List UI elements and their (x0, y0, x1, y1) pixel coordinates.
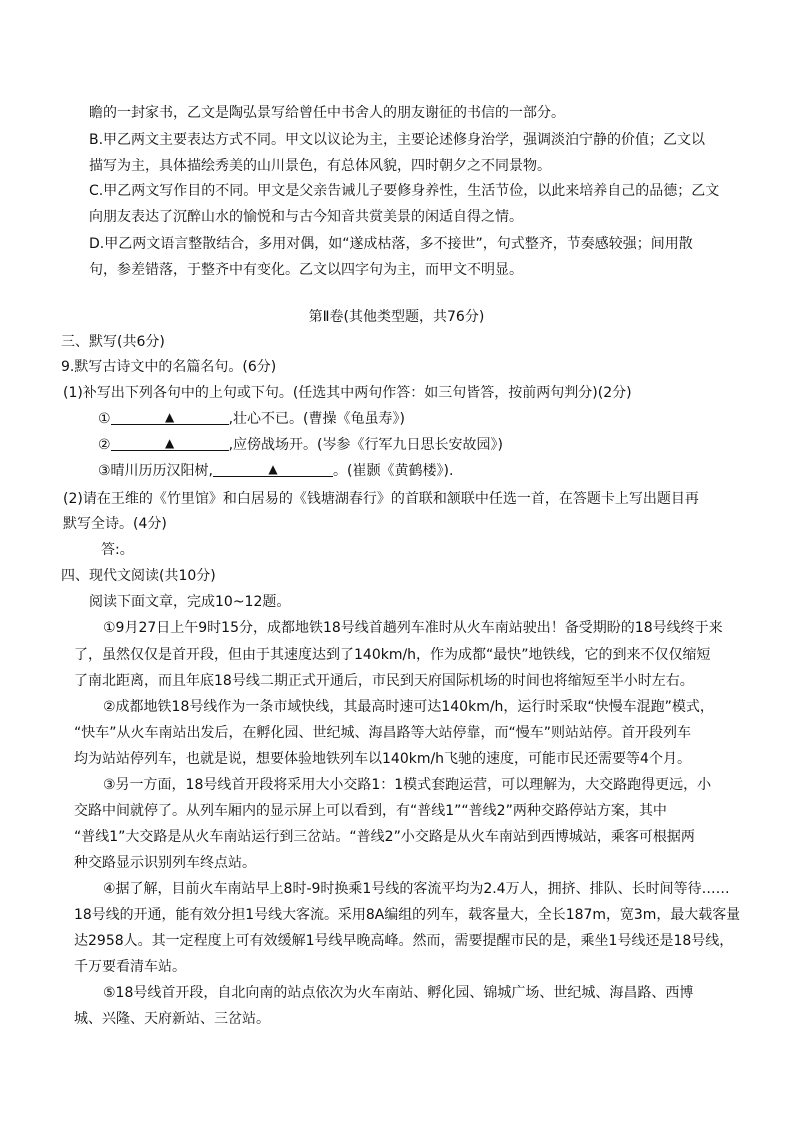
question-9-part2-line2: 默写全诗。(4分) (63, 516, 167, 532)
paragraph-4-line4: 千万要看清车站。 (74, 959, 186, 975)
section3-heading: 三、默写(共6分) (61, 334, 165, 350)
fill-item-1 (98, 409, 405, 429)
option-a-continuation: 瞻的一封家书，乙文是陶弘景写给曾任中书舍人的朋友谢征的书信的一部分。 (89, 105, 565, 121)
option-d-line2: 句，参差错落，于整齐中有变化。乙文以四字句为主，而甲文不明显。 (89, 262, 523, 278)
triangle-marker-icon: ▲ (164, 436, 175, 450)
paragraph-1-line2: 了，虽然仅仅是首开段，但由于其速度达到了140km/h，作为成都“最快”地铁线，它的到来不仅仅缩短 (74, 647, 711, 663)
paragraph-3-line2: 交路中间就停了。从列车厢内的显示屏上可以看到，有“普线1”“普线2”两种交路停站方案，其中 (74, 803, 667, 819)
answer-label: 答:。 (101, 542, 134, 558)
reading-intro: 阅读下面文章，完成10~12题。 (89, 594, 291, 610)
section4-heading: 四、现代文阅读(共10分) (61, 568, 216, 584)
paragraph-4-line1: ④据了解，目前火车南站早上8时-9时换乘1号线的客流平均为2.4万人，拥挤、排队、长时间等待…… (103, 881, 730, 897)
item-3-suffix: 。(崔颢《黄鹤楼》). (333, 463, 454, 479)
paragraph-1-line1: ①9月27日上午9时15分，成都地铁18号线首趟列车准时从火车南站驶出！备受期盼的18号线终于来 (103, 620, 723, 636)
triangle-marker-icon: ▲ (268, 462, 278, 476)
paragraph-4-line2: 18号线的开通，能有效分担1号线大客流。采用8A编组的列车，载客量大，全长187m，宽3m，最大载客量 (74, 907, 741, 923)
option-b-line2: 描写为主，具体描绘秀美的山川景色，有总体风貌，四时朝夕之不同景物。 (89, 158, 551, 174)
paragraph-1-line3: 了南北距离，而且年底18号线二期正式开通后，市民到天府国际机场的时间也将缩短至半小时左右。 (74, 673, 694, 689)
option-b-line1: B.甲乙两文主要表达方式不同。甲文以议论为主，主要论述修身治学，强调淡泊宁静的价值；乙文以 (89, 132, 706, 148)
option-c-line1: C.甲乙两文写作目的不同。甲文是父亲告诫儿子要修身养性，生活节俭，以此来培养自己的品德；乙文 (89, 183, 720, 199)
paragraph-3-line4: 种交路显示识别列车终点站。 (74, 855, 256, 871)
answer-blank-1[interactable] (111, 410, 229, 425)
item-2-number: ② (98, 437, 111, 453)
answer-blank-3[interactable] (213, 462, 333, 477)
fill-item-2 (98, 435, 503, 455)
paragraph-5-line1: ⑤18号线首开段，自北向南的站点依次为火车南站、孵化园、锦城广场、世纪城、海昌路、西博 (103, 985, 694, 1001)
triangle-marker-icon: ▲ (164, 410, 175, 424)
question-9-part2-line1: (2)请在王维的《竹里馆》和白居易的《钱塘湖春行》的首联和颔联中任选一首，在答题卡上写出题目再 (63, 491, 699, 507)
answer-blank-2[interactable] (111, 436, 229, 451)
paragraph-5-line2: 城、兴隆、天府新站、三岔站。 (74, 1011, 270, 1027)
paragraph-2-line1: ②成都地铁18号线作为一条市域快线，其最高时速可达140km/h，运行时采取“快慢车混跑”模式， (103, 699, 714, 715)
item-3-prefix: ③晴川历历汉阳树, (98, 463, 214, 479)
part2-title: 第Ⅱ卷(其他类型题，共76分) (308, 309, 485, 325)
paragraph-3-line1: ③另一方面，18号线首开段将采用大小交路1：1模式套跑运营，可以理解为，大交路跑得更远，小 (103, 777, 712, 793)
option-c-line2: 向朋友表达了沉醉山水的愉悦和与古今知音共赏美景的闲适自得之情。 (89, 209, 523, 225)
item-2-text: ,应傍战场开。(岑参《行军九日思长安故园》) (228, 437, 503, 453)
question-9-part1-intro: (1)补写出下列各句中的上句或下句。(任选其中两句作答：如三句皆答，按前两句判分)(2分) (63, 385, 632, 401)
item-1-text: ,壮心不已。(曹操《龟虽寿》) (228, 411, 405, 427)
paragraph-2-line2: “快车”从火车南站出发后，在孵化园、世纪城、海昌路等大站停靠，而“慢车”则站站停。首开段列车 (74, 725, 692, 741)
item-1-number: ① (98, 411, 111, 427)
paragraph-2-line3: 均为站站停列车，也就是说，想要体验地铁列车以140km/h飞驰的速度，可能市民还需要等4个月。 (74, 751, 691, 767)
fill-item-3 (98, 461, 453, 481)
paragraph-4-line3: 达2958人。其一定程度上可有效缓解1号线早晚高峰。然而，需要提醒市民的是，乘坐1号线还是18号线， (74, 933, 734, 949)
question-9: 9.默写古诗文中的名篇名句。(6分) (61, 359, 277, 375)
paragraph-3-line3: “普线1”大交路是从火车南站运行到三岔站。“普线2”小交路是从火车南站到西博城站，乘客可根据两 (74, 829, 695, 845)
option-d-line1: D.甲乙两文语言整散结合，多用对偶，如“遂成枯落，多不接世”，句式整齐，节奏感较强；间用散 (89, 236, 693, 252)
